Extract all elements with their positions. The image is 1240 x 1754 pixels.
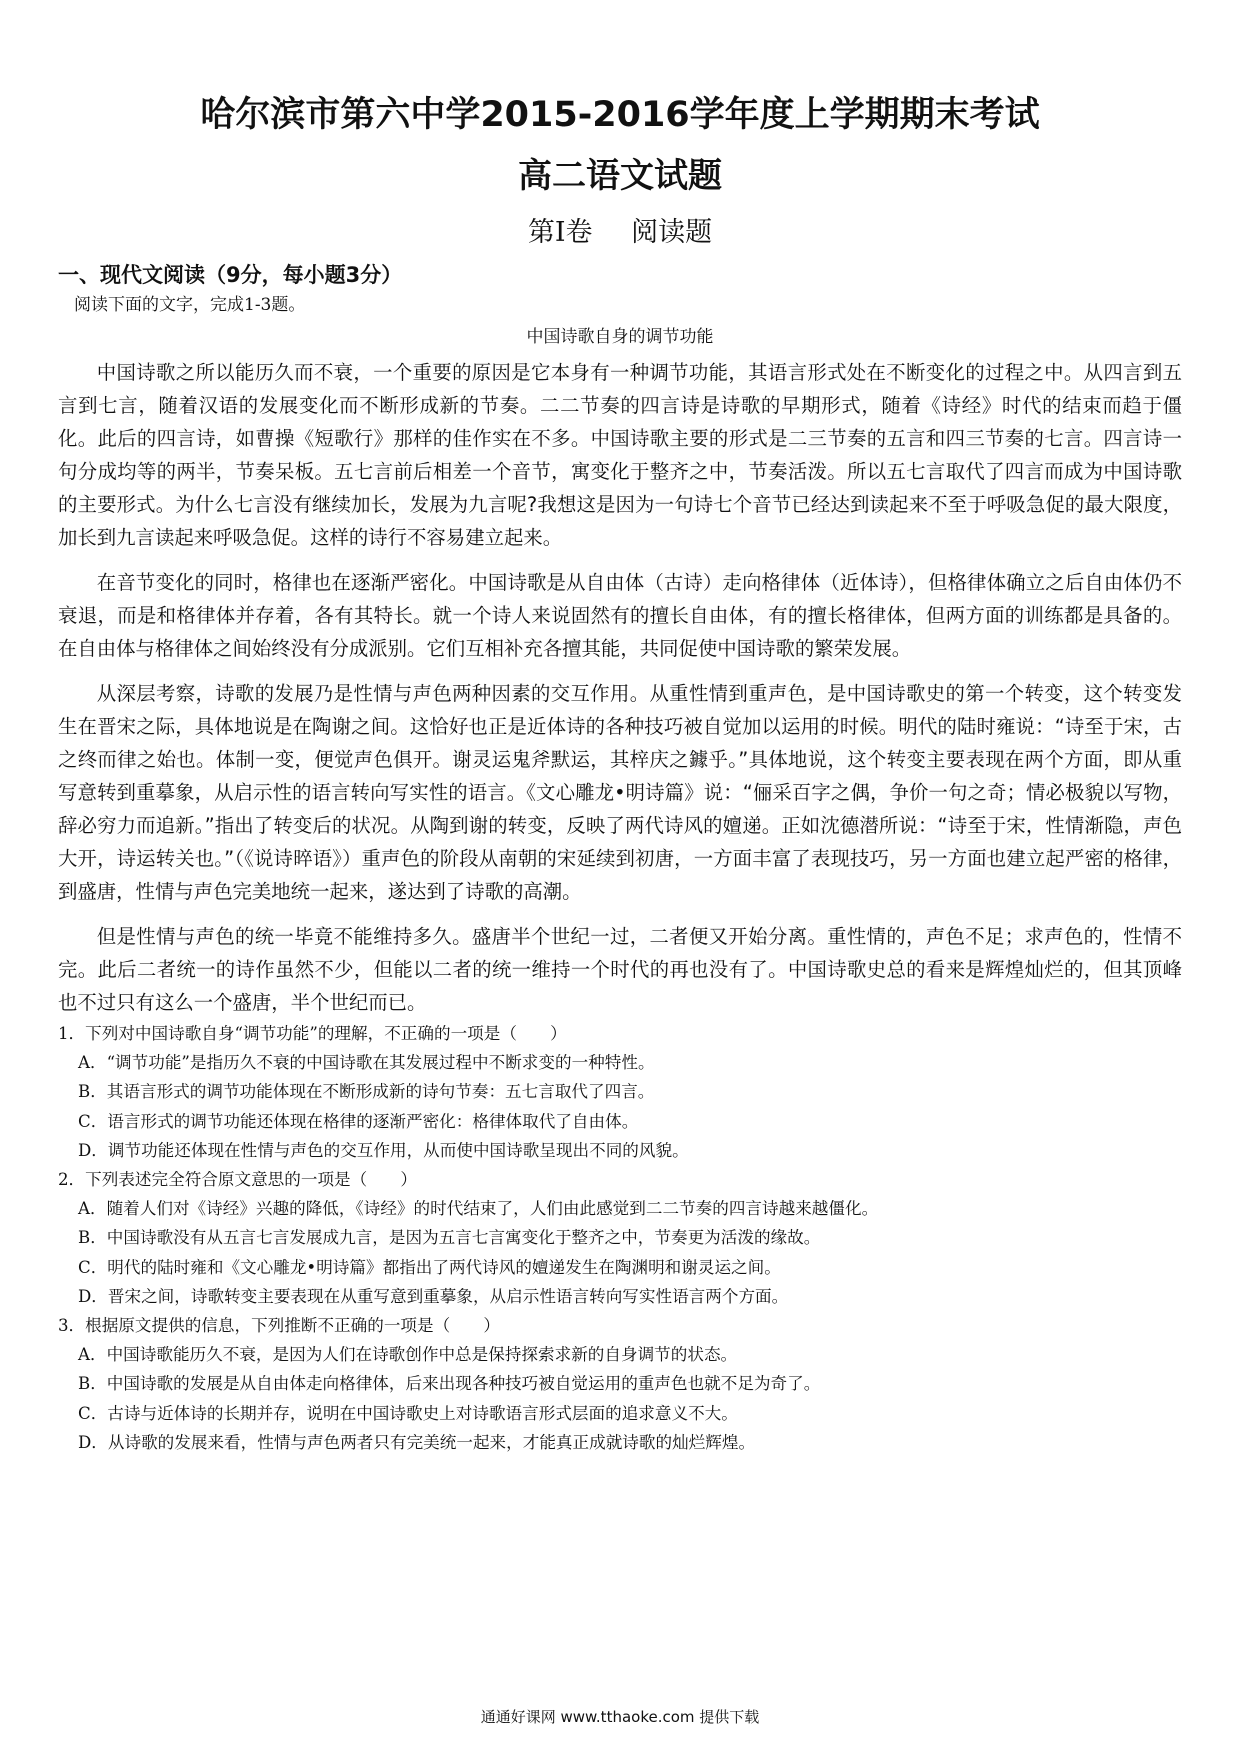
option-d: D．晋宋之间，诗歌转变主要表现在从重写意到重摹象，从启示性语言转向写实性语言两个方面。 bbox=[78, 1286, 789, 1306]
option-b: B．其语言形式的调节功能体现在不断形成新的诗句节奏：五七言取代了四言。 bbox=[78, 1082, 655, 1102]
option-d: D．从诗歌的发展来看，性情与声色两者只有完美统一起来，才能真正成就诗歌的灿烂辉煌。 bbox=[78, 1432, 756, 1452]
question-1 bbox=[58, 1019, 1182, 1165]
option-a: A．随着人们对《诗经》兴趣的降低，《诗经》的时代结束了，人们由此感觉到二二节奏的四言诗越来越僵化。 bbox=[78, 1199, 879, 1219]
option-d: D．调节功能还体现在性情与声色的交互作用，从而使中国诗歌呈现出不同的风貌。 bbox=[78, 1140, 689, 1160]
option-c: C．古诗与近体诗的长期并存，说明在中国诗歌史上对诗歌语言形式层面的追求意义不大。 bbox=[78, 1403, 738, 1423]
passage-paragraph-2: 在音节变化的同时，格律也在逐渐严密化。中国诗歌是从自由体（古诗）走向格律体（近体诗），但格律体确立之后自由体仍不衰退，而是和格律体并存着，各有其特长。就一个诗人来说固然有的擅长自由体，有的擅长格律体，但两方面的训练都是具备的。在自由体与格律体之间始终没有分成派别。它们互相补充各擅其能，共同促使中国诗歌的繁荣发展。 bbox=[58, 571, 1182, 660]
passage-paragraph-3: 从深层考察，诗歌的发展乃是性情与声色两种因素的交互作用。从重性情到重声色，是中国诗歌史的第一个转变，这个转变发生在晋宋之际，具体地说是在陶谢之间。这恰好也正是近体诗的各种技巧被自觉加以运用的时候。明代的陆时雍说：“诗至于宋，古之终而律之始也。体制一变，便觉声色俱开。谢灵运鬼斧默运，其梓庆之鐻乎。”具体地说，这个转变主要表现在两个方面，即从重写意转到重摹象，从启示性的语言转向写实性的语言。《文心雕龙•明诗篇》说：“俪采百字之偶，争价一句之奇；情必极貌以写物，辞必穷力而追新。”指出了转变后的状况。从陶到谢的转变，反映了两代诗风的嬗递。正如沈德潜所说：“诗至于宋，性情渐隐，声色大开，诗运转关也。”（《说诗晬语》）重声色的阶段从南朝的宋延续到初唐，一方面丰富了表现技巧，另一方面也建立起严密的格律，到盛唐，性情与声色完美地统一起来，遂达到了诗歌的高潮。 bbox=[58, 682, 1182, 903]
exam-title: 哈尔滨市第六中学2015-2016学年度上学期期末考试 bbox=[200, 95, 1040, 135]
passage-paragraph-1: 中国诗歌之所以能历久而不衰，一个重要的原因是它本身有一种调节功能，其语言形式处在不断变化的过程之中。从四言到五言到七言，随着汉语的发展变化而不断形成新的节奏。二二节奏的四言诗是诗歌的早期形式，随着《诗经》时代的结束而趋于僵化。此后的四言诗，如曹操《短歌行》那样的佳作实在不多。中国诗歌主要的形式是二三节奏的五言和四三节奏的七言。四言诗一句分成均等的两半，节奏呆板。五七言前后相差一个音节，寓变化于整齐之中，节奏活泼。所以五七言取代了四言而成为中国诗歌的主要形式。为什么七言没有继续加长，发展为九言呢?我想这是因为一句诗七个音节已经达到读起来不至于呼吸急促的最大限度，加长到九言读起来呼吸急促。这样的诗行不容易建立起来。 bbox=[58, 361, 1182, 549]
volume-heading: 第Ⅰ卷 阅读题 bbox=[527, 217, 713, 248]
question-stem: 3．根据原文提供的信息，下列推断不正确的一项是（ ） bbox=[58, 1316, 500, 1336]
passage-title: 中国诗歌自身的调节功能 bbox=[526, 327, 714, 347]
option-a: A．“调节功能”是指历久不衰的中国诗歌在其发展过程中不断求变的一种特性。 bbox=[78, 1053, 655, 1073]
option-a: A．中国诗歌能历久不衰，是因为人们在诗歌创作中总是保持探索求新的自身调节的状态。 bbox=[78, 1345, 738, 1365]
section-heading: 一、现代文阅读（9分，每小题3分） bbox=[58, 263, 403, 287]
exam-subtitle: 高二语文试题 bbox=[518, 156, 722, 196]
question-2 bbox=[58, 1165, 1182, 1311]
question-stem: 1．下列对中国诗歌自身“调节功能”的理解，不正确的一项是（ ） bbox=[58, 1024, 567, 1043]
section-instruction: 阅读下面的文字，完成1-3题。 bbox=[74, 295, 306, 315]
page-footer: 通通好课网 www.tthaoke.com 提供下载 bbox=[480, 1708, 760, 1726]
option-c: C．明代的陆时雍和《文心雕龙•明诗篇》都指出了两代诗风的嬗递发生在陶渊明和谢灵运之间。 bbox=[78, 1257, 781, 1277]
question-stem: 2．下列表述完全符合原文意思的一项是（ ） bbox=[58, 1170, 418, 1190]
question-3 bbox=[58, 1311, 1182, 1457]
option-c: C．语言形式的调节功能还体现在格律的逐渐严密化：格律体取代了自由体。 bbox=[78, 1111, 639, 1131]
exam-page bbox=[58, 92, 1182, 1457]
option-b: B．中国诗歌没有从五言七言发展成九言，是因为五言七言寓变化于整齐之中，节奏更为活泼的缘故。 bbox=[78, 1228, 821, 1248]
option-b: B．中国诗歌的发展是从自由体走向格律体，后来出现各种技巧被自觉运用的重声色也就不足为奇了。 bbox=[78, 1374, 821, 1394]
passage-paragraph-4: 但是性情与声色的统一毕竟不能维持多久。盛唐半个世纪一过，二者便又开始分离。重性情的，声色不足；求声色的，性情不完。此后二者统一的诗作虽然不少，但能以二者的统一维持一个时代的再也没有了。中国诗歌史总的看来是辉煌灿烂的，但其顶峰也不过只有这么一个盛唐，半个世纪而已。 bbox=[58, 925, 1182, 1014]
